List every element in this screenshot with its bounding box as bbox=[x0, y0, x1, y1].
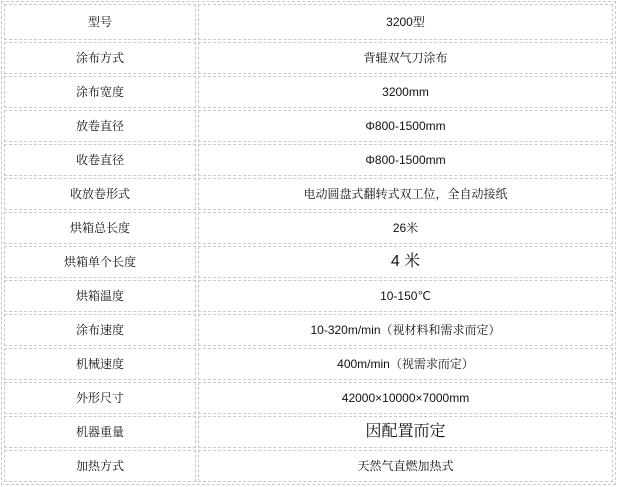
spec-label: 外形尺寸 bbox=[4, 382, 196, 414]
table-row bbox=[4, 76, 613, 108]
spec-value: 因配置而定 bbox=[198, 416, 613, 448]
spec-label: 涂布速度 bbox=[4, 314, 196, 346]
spec-value: 42000×10000×7000mm bbox=[198, 382, 613, 414]
table-row bbox=[4, 110, 613, 142]
spec-label: 收放卷形式 bbox=[4, 178, 196, 210]
spec-value: 10-150℃ bbox=[198, 280, 613, 312]
spec-value: 26米 bbox=[198, 212, 613, 244]
spec-value: 10-320m/min（视材料和需求而定） bbox=[198, 314, 613, 346]
table-row bbox=[4, 382, 613, 414]
table-row bbox=[4, 212, 613, 244]
spec-label: 烘箱温度 bbox=[4, 280, 196, 312]
spec-value: 4 米 bbox=[198, 246, 613, 278]
table-row bbox=[4, 416, 613, 448]
spec-label: 机械速度 bbox=[4, 348, 196, 380]
spec-label: 涂布宽度 bbox=[4, 76, 196, 108]
spec-label: 加热方式 bbox=[4, 450, 196, 482]
table-row bbox=[4, 144, 613, 176]
spec-value: 400m/min（视需求而定） bbox=[198, 348, 613, 380]
spec-label: 机器重量 bbox=[4, 416, 196, 448]
spec-value: 电动圆盘式翻转式双工位，全自动接纸 bbox=[198, 178, 613, 210]
table-row bbox=[4, 178, 613, 210]
spec-label: 烘箱单个长度 bbox=[4, 246, 196, 278]
spec-label: 收卷直径 bbox=[4, 144, 196, 176]
spec-table bbox=[1, 1, 616, 485]
table-row bbox=[4, 4, 613, 40]
table-row bbox=[4, 450, 613, 482]
spec-value: 背辊双气刀涂布 bbox=[198, 42, 613, 74]
spec-value: Φ800-1500mm bbox=[198, 110, 613, 142]
spec-label: 涂布方式 bbox=[4, 42, 196, 74]
spec-label: 型号 bbox=[4, 4, 196, 40]
table-row bbox=[4, 246, 613, 278]
table-row bbox=[4, 314, 613, 346]
spec-value: 天然气直燃加热式 bbox=[198, 450, 613, 482]
spec-label: 放卷直径 bbox=[4, 110, 196, 142]
spec-value: 3200型 bbox=[198, 4, 613, 40]
table-row bbox=[4, 42, 613, 74]
spec-value: 3200mm bbox=[198, 76, 613, 108]
table-row bbox=[4, 348, 613, 380]
spec-value: Φ800-1500mm bbox=[198, 144, 613, 176]
table-row bbox=[4, 280, 613, 312]
spec-label: 烘箱总长度 bbox=[4, 212, 196, 244]
